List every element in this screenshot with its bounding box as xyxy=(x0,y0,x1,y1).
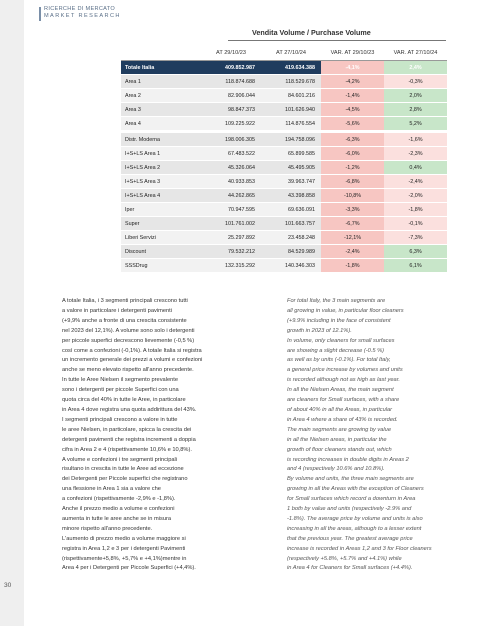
text-line: growth in 2023 of 12.1%). xyxy=(287,327,352,334)
text-line: (+9,9% anche a fronte di una crescita consistente xyxy=(62,317,187,324)
text-line: in Area 4 dove registra una quota addirittura del 43%. xyxy=(62,406,197,413)
left-margin-band xyxy=(0,0,24,626)
value-2023: 132.315.292 xyxy=(201,259,261,273)
table-row xyxy=(121,245,447,259)
var-2024: 2,0% xyxy=(384,89,447,103)
text-line: a general price increase by volumes and units xyxy=(287,367,403,374)
text-line: così come a confezioni (-0,1%). A totale Italia si registra xyxy=(62,347,202,354)
text-line: nel 2023 del 12,1%). A volume sono solo i detergenti xyxy=(62,327,195,334)
row-label: I+S+LS Area 2 xyxy=(121,161,201,175)
text-line: A totale Italia, i 3 segmenti principali crescono tutti xyxy=(62,298,188,304)
table-row xyxy=(121,217,447,231)
text-line: In tutte le Aree Nielsen il segmento prevalente xyxy=(62,377,179,384)
var-2024: -0,3% xyxy=(384,75,447,89)
var-2024: -7,3% xyxy=(384,231,447,245)
row-label: Liberi Servizi xyxy=(121,231,201,245)
value-2024: 101.626.940 xyxy=(261,103,321,117)
text-line: In volume, only cleaners for small surfaces xyxy=(287,337,395,344)
var-2023: -3,3% xyxy=(321,203,384,217)
value-2023: 40.933.853 xyxy=(201,175,261,189)
text-line: (+9.9% including in the face of consistent xyxy=(287,317,391,324)
header-var-2023: VAR. AT 29/10/23 xyxy=(321,46,384,61)
var-2024: 2,4% xyxy=(384,61,447,75)
text-line: (rispettivamente+5,8%, +5,7% e +4,1%)mentre in xyxy=(62,555,187,562)
header-at-2023: AT 29/10/23 xyxy=(201,46,261,61)
var-2023: -6,7% xyxy=(321,217,384,231)
var-2024: 6,3% xyxy=(384,245,447,259)
table-row xyxy=(121,103,447,117)
text-line: For total Italy, the 3 main segments are xyxy=(287,298,386,304)
table-row xyxy=(121,75,447,89)
text-line: sono i detergenti per piccole Superfici con una xyxy=(62,387,179,394)
var-2024: 5,2% xyxy=(384,117,447,131)
text-line: a valore in particolare i detergenti pavimenti xyxy=(62,307,173,314)
text-line: and 4 (respectively 10.6% and 10.8%). xyxy=(287,466,385,473)
text-line: quota circa del 40% in tutte le Aree, in particolare xyxy=(62,397,186,404)
text-line: Anche il prezzo medio a volume e confezioni xyxy=(62,506,175,513)
table-row xyxy=(121,175,447,189)
table-row xyxy=(121,147,447,161)
brand-header xyxy=(44,6,121,20)
var-2023: -4,2% xyxy=(321,75,384,89)
row-label: Totale Italia xyxy=(121,61,201,75)
text-line: growing in all the Areas with the exception of Cleaners xyxy=(287,486,424,493)
value-2023: 101.761.002 xyxy=(201,217,261,231)
text-line: 1 both by value and units (respectively -2.9% and xyxy=(287,506,412,513)
text-line: is recorded although not as high as last year. xyxy=(287,377,400,384)
var-2023: -10,8% xyxy=(321,189,384,203)
value-2024: 43.398.858 xyxy=(261,189,321,203)
value-2024: 69.636.091 xyxy=(261,203,321,217)
var-2023: -5,6% xyxy=(321,117,384,131)
var-2024: -0,1% xyxy=(384,217,447,231)
value-2023: 109.225.922 xyxy=(201,117,261,131)
text-line: aumenta in tutte le aree anche se in misura xyxy=(62,515,172,522)
value-2023: 25.297.892 xyxy=(201,231,261,245)
row-label: Super xyxy=(121,217,201,231)
text-line: increasing in all the areas, although to a lesser extent xyxy=(287,525,422,532)
text-line: in Area 4 where a share of 43% is recorded. xyxy=(287,416,398,423)
text-line: In all the Nielsen Areas, the main segment xyxy=(287,387,394,394)
text-line: is recording increases in double digits in Areas 2 xyxy=(287,456,409,463)
text-line: risultano in crescita in tutte le Aree ad eccezione xyxy=(62,466,184,473)
text-line: all growing in value, in particular floor cleaners xyxy=(287,307,404,314)
var-2023: -1,2% xyxy=(321,161,384,175)
commentary-italian xyxy=(62,297,258,574)
text-line: of about 40% in all the Areas, in particular xyxy=(287,406,393,413)
value-2023: 409.852.987 xyxy=(201,61,261,75)
text-line: in Area 4 for Cleaners for Small surfaces (+4.4%). xyxy=(287,565,413,572)
value-2024: 45.495.905 xyxy=(261,161,321,175)
table-body xyxy=(121,61,447,273)
value-2024: 23.458.248 xyxy=(261,231,321,245)
header-at-2024: AT 27/10/24 xyxy=(261,46,321,61)
var-2023: -1,4% xyxy=(321,89,384,103)
table-row xyxy=(121,117,447,131)
header-var-2024: VAR. AT 27/10/24 xyxy=(384,46,447,61)
var-2023: -6,3% xyxy=(321,133,384,147)
row-label: Area 4 xyxy=(121,117,201,131)
text-line: un incremento generale dei prezzi a volumi e confezioni xyxy=(62,357,203,364)
row-label: I+S+LS Area 3 xyxy=(121,175,201,189)
volume-table xyxy=(121,46,447,273)
commentary-english xyxy=(287,297,480,574)
table-row xyxy=(121,133,447,147)
table-header-row xyxy=(121,46,447,61)
text-line: (respectively +5.8%, +5.7% and +4.1%) while xyxy=(287,555,402,562)
text-line: Area 4 per i Detergenti per Piccole Superfici (+4,4%). xyxy=(62,565,196,572)
row-label: Iper xyxy=(121,203,201,217)
var-2023: -2,4% xyxy=(321,245,384,259)
table-row xyxy=(121,189,447,203)
text-line: that the previous year. The greatest average price xyxy=(287,535,413,542)
value-2023: 67.483.522 xyxy=(201,147,261,161)
var-2024: -2,3% xyxy=(384,147,447,161)
text-line: -1.8%). The average price by volume and units is also xyxy=(287,515,423,522)
table-title-rule xyxy=(228,40,446,41)
row-label: Discount xyxy=(121,245,201,259)
value-2024: 118.529.678 xyxy=(261,75,321,89)
table-title: Vendita Volume / Purchase Volume xyxy=(252,28,371,37)
text-line: are cleaners for Small surfaces, with a share xyxy=(287,397,400,404)
var-2024: -2,0% xyxy=(384,189,447,203)
text-line: By volume and units, the three main segments are xyxy=(287,476,414,483)
value-2023: 44.262.865 xyxy=(201,189,261,203)
var-2024: -2,4% xyxy=(384,175,447,189)
text-line: A volume e confezioni i tre segmenti principali xyxy=(62,456,178,463)
var-2023: -12,1% xyxy=(321,231,384,245)
brand-accent-bar xyxy=(39,7,41,21)
value-2024: 194.758.096 xyxy=(261,133,321,147)
text-line: a confezioni (rispettivamente -2,9% e -1,8%). xyxy=(62,496,176,503)
text-line: cifra in Area 2 e 4 (rispettivamente 10,6% e 10,8%). xyxy=(62,446,192,453)
text-line: are showing a slight decrease (-0.5 %) xyxy=(287,347,385,354)
page-number: 30 xyxy=(4,582,12,589)
var-2024: 6,1% xyxy=(384,259,447,273)
text-line: The main segments are growing by value xyxy=(287,426,392,433)
value-2023: 45.326.064 xyxy=(201,161,261,175)
text-line: I segmenti principali crescono a valore in tutte xyxy=(62,416,178,423)
table-row xyxy=(121,203,447,217)
brand-line-2: MARKET RESEARCH xyxy=(44,13,121,19)
value-2024: 419.634.388 xyxy=(261,61,321,75)
row-label: I+S+LS Area 4 xyxy=(121,189,201,203)
text-line: per piccole superfici decrescono lievemente (-0,5 %) xyxy=(62,337,195,344)
text-line: increase is recorded in Areas 1,2 and 3 for Floor cleaners xyxy=(287,545,432,552)
var-2023: -4,1% xyxy=(321,61,384,75)
text-line: le aree Nielsen, in particolare, spicca la crescita dei xyxy=(62,426,192,433)
value-2024: 101.663.757 xyxy=(261,217,321,231)
var-2024: -1,6% xyxy=(384,133,447,147)
value-2024: 39.963.747 xyxy=(261,175,321,189)
var-2023: -4,5% xyxy=(321,103,384,117)
var-2023: -1,8% xyxy=(321,259,384,273)
table-row xyxy=(121,231,447,245)
text-line: growth of floor cleaners stands out, which xyxy=(287,446,392,453)
value-2023: 82.906.044 xyxy=(201,89,261,103)
text-line: anche se meno elevato rispetto all'anno precedente. xyxy=(62,367,194,374)
var-2023: -6,0% xyxy=(321,147,384,161)
text-line: dei Detergenti per Piccole superfici che registrano xyxy=(62,476,188,483)
header-blank xyxy=(121,46,201,61)
value-2024: 84.601.216 xyxy=(261,89,321,103)
row-label: Area 2 xyxy=(121,89,201,103)
text-line: L'aumento di prezzo medio a volume maggiore si xyxy=(62,535,186,542)
row-label: Area 1 xyxy=(121,75,201,89)
text-line: for Small surfaces which record a downturn in Area xyxy=(287,496,416,503)
table-row xyxy=(121,61,447,75)
table-row xyxy=(121,259,447,273)
table-row xyxy=(121,161,447,175)
value-2023: 118.874.688 xyxy=(201,75,261,89)
value-2023: 79.532.212 xyxy=(201,245,261,259)
value-2023: 198.006.305 xyxy=(201,133,261,147)
text-line: minore rispetto all'anno precedente. xyxy=(62,525,153,532)
text-line: detergenti pavimenti che registra incrementi a doppia xyxy=(62,436,196,443)
value-2024: 84.529.989 xyxy=(261,245,321,259)
var-2024: 2,8% xyxy=(384,103,447,117)
value-2024: 140.346.303 xyxy=(261,259,321,273)
value-2023: 98.847.373 xyxy=(201,103,261,117)
var-2023: -6,8% xyxy=(321,175,384,189)
brand-line-1: RICERCHE DI MERCATO xyxy=(44,6,116,12)
text-line: in all the Nielsen areas, in particular the xyxy=(287,436,387,443)
text-line: registra in Area 1,2 e 3 per i detergenti Pavimenti xyxy=(62,545,186,552)
var-2024: 0,4% xyxy=(384,161,447,175)
value-2024: 114.876.554 xyxy=(261,117,321,131)
text-line: una flessione in Area 1 sia a valore che xyxy=(62,486,161,493)
value-2023: 70.947.595 xyxy=(201,203,261,217)
var-2024: -1,8% xyxy=(384,203,447,217)
row-label: SSSDrug xyxy=(121,259,201,273)
row-label: Area 3 xyxy=(121,103,201,117)
value-2024: 65.899.585 xyxy=(261,147,321,161)
row-label: I+S+LS Area 1 xyxy=(121,147,201,161)
text-line: as well as by units (-0.1%). For total Italy, xyxy=(287,357,391,364)
table-row xyxy=(121,89,447,103)
row-label: Distr. Moderna xyxy=(121,133,201,147)
